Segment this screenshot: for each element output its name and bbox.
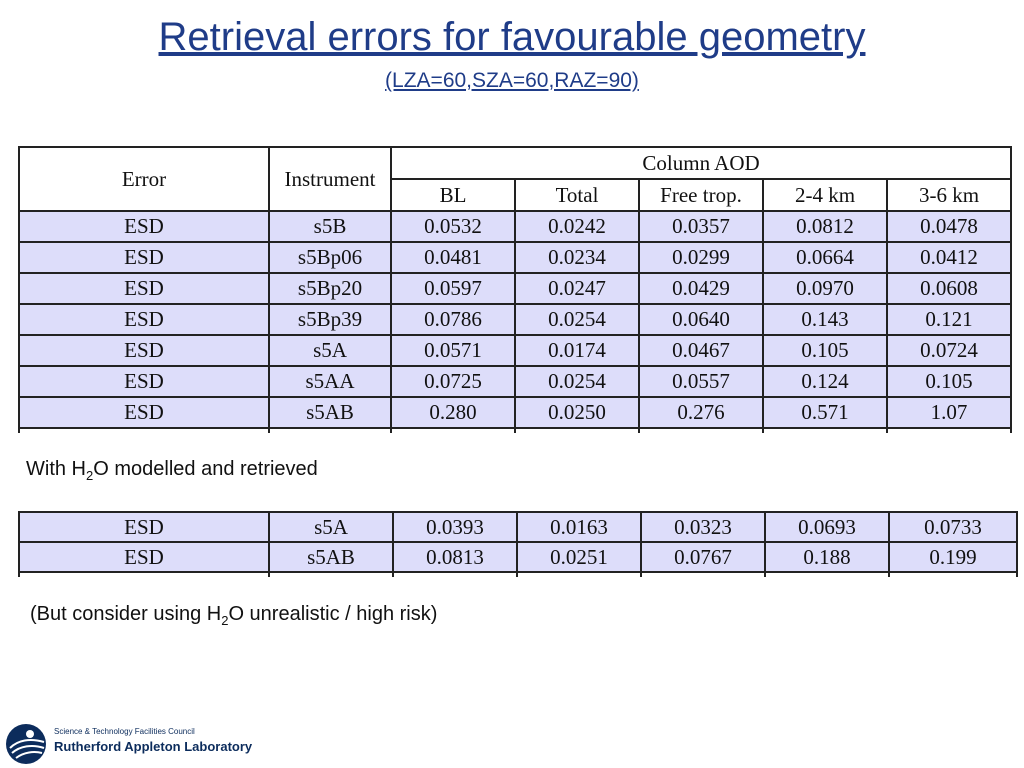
spacer-cell: [517, 572, 641, 577]
caption-text: (But consider using H: [30, 603, 222, 625]
logo-lab-text: Rutherford Appleton Laboratory: [54, 739, 253, 754]
caption-text: With H: [26, 458, 86, 480]
cell-bl: 0.0597: [391, 273, 515, 304]
table-body: [19, 512, 1017, 577]
cell-error: ESD: [19, 512, 269, 542]
cell-3-6-km: 0.105: [887, 366, 1011, 397]
cell-free-trop: 0.0299: [639, 242, 763, 273]
risk-caption: [30, 603, 437, 628]
cell-3-6-km: 0.0608: [887, 273, 1011, 304]
cell-total: 0.0234: [515, 242, 639, 273]
spacer-cell: [269, 428, 391, 433]
spacer-cell: [393, 572, 517, 577]
cell-error: ESD: [19, 335, 269, 366]
table-row: [19, 211, 1011, 242]
cell-error: ESD: [19, 273, 269, 304]
cell-instrument: s5B: [269, 211, 391, 242]
caption-subscript: 2: [221, 613, 229, 628]
cell-2-4-km: 0.0693: [765, 512, 889, 542]
cell-total: 0.0254: [515, 366, 639, 397]
cell-instrument: s5Bp39: [269, 304, 391, 335]
cell-total: 0.0251: [517, 542, 641, 572]
cell-instrument: s5A: [269, 335, 391, 366]
cell-total: 0.0163: [517, 512, 641, 542]
header-total: Total: [515, 179, 639, 211]
spacer-cell: [889, 572, 1017, 577]
caption-text: O unrealistic / high risk): [228, 603, 438, 625]
cell-free-trop: 0.0323: [641, 512, 765, 542]
table-body: [19, 211, 1011, 433]
page-title: Retrieval errors for favourable geometry: [158, 15, 866, 59]
cell-free-trop: 0.0557: [639, 366, 763, 397]
spacer-cell: [19, 572, 269, 577]
cell-total: 0.0242: [515, 211, 639, 242]
cell-total: 0.0254: [515, 304, 639, 335]
cell-instrument: s5AA: [269, 366, 391, 397]
spacer-cell: [19, 428, 269, 433]
cell-bl: 0.0393: [393, 512, 517, 542]
cell-2-4-km: 0.105: [763, 335, 887, 366]
cell-error: ESD: [19, 242, 269, 273]
cell-bl: 0.0571: [391, 335, 515, 366]
table-row: [19, 273, 1011, 304]
cell-bl: 0.0481: [391, 242, 515, 273]
spacer-cell: [641, 572, 765, 577]
spacer-cell: [763, 428, 887, 433]
spacer-cell: [391, 428, 515, 433]
cell-3-6-km: 0.121: [887, 304, 1011, 335]
cell-2-4-km: 0.0664: [763, 242, 887, 273]
h2o-caption: [26, 458, 318, 483]
cell-error: ESD: [19, 211, 269, 242]
spacer-cell: [269, 572, 393, 577]
stfc-logo-icon: [4, 722, 48, 766]
header-2-4-km: 2-4 km: [763, 179, 887, 211]
cell-error: ESD: [19, 366, 269, 397]
cell-instrument: s5Bp20: [269, 273, 391, 304]
cell-2-4-km: 0.143: [763, 304, 887, 335]
cell-instrument: s5AB: [269, 542, 393, 572]
table-row: [19, 542, 1017, 572]
table-spacer-row: [19, 428, 1011, 433]
header-column-aod: Column AOD: [391, 147, 1011, 179]
table-row: [19, 512, 1017, 542]
cell-bl: 0.0532: [391, 211, 515, 242]
header-error: Error: [19, 147, 269, 211]
cell-3-6-km: 0.0724: [887, 335, 1011, 366]
spacer-cell: [765, 572, 889, 577]
cell-free-trop: 0.0640: [639, 304, 763, 335]
cell-2-4-km: 0.571: [763, 397, 887, 428]
cell-3-6-km: 1.07: [887, 397, 1011, 428]
spacer-cell: [515, 428, 639, 433]
cell-free-trop: 0.0467: [639, 335, 763, 366]
cell-2-4-km: 0.188: [765, 542, 889, 572]
table-row: [19, 242, 1011, 273]
table-row: [19, 304, 1011, 335]
cell-bl: 0.280: [391, 397, 515, 428]
cell-2-4-km: 0.124: [763, 366, 887, 397]
h2o-error-table: [18, 511, 1018, 577]
cell-2-4-km: 0.0970: [763, 273, 887, 304]
cell-error: ESD: [19, 542, 269, 572]
cell-3-6-km: 0.0478: [887, 211, 1011, 242]
cell-bl: 0.0725: [391, 366, 515, 397]
cell-2-4-km: 0.0812: [763, 211, 887, 242]
cell-free-trop: 0.0429: [639, 273, 763, 304]
table-row: [19, 397, 1011, 428]
cell-instrument: s5A: [269, 512, 393, 542]
cell-total: 0.0250: [515, 397, 639, 428]
header-instrument: Instrument: [269, 147, 391, 211]
table-header: [19, 147, 1011, 211]
cell-free-trop: 0.0767: [641, 542, 765, 572]
cell-total: 0.0174: [515, 335, 639, 366]
cell-free-trop: 0.0357: [639, 211, 763, 242]
logo-council-text: Science & Technology Facilities Council: [54, 727, 195, 736]
header-free-trop: Free trop.: [639, 179, 763, 211]
cell-free-trop: 0.276: [639, 397, 763, 428]
aod-error-table: [18, 146, 1012, 433]
cell-3-6-km: 0.0412: [887, 242, 1011, 273]
cell-instrument: s5Bp06: [269, 242, 391, 273]
cell-3-6-km: 0.0733: [889, 512, 1017, 542]
cell-3-6-km: 0.199: [889, 542, 1017, 572]
table-row: [19, 335, 1011, 366]
cell-error: ESD: [19, 397, 269, 428]
page-subtitle: (LZA=60,SZA=60,RAZ=90): [385, 69, 639, 92]
cell-instrument: s5AB: [269, 397, 391, 428]
spacer-cell: [887, 428, 1011, 433]
header-3-6-km: 3-6 km: [887, 179, 1011, 211]
cell-bl: 0.0813: [393, 542, 517, 572]
spacer-cell: [639, 428, 763, 433]
table-spacer-row: [19, 572, 1017, 577]
header-bl: BL: [391, 179, 515, 211]
cell-error: ESD: [19, 304, 269, 335]
stfc-logo: [4, 722, 254, 766]
caption-text: O modelled and retrieved: [93, 458, 318, 480]
caption-subscript: 2: [86, 468, 94, 483]
cell-total: 0.0247: [515, 273, 639, 304]
table-row: [19, 366, 1011, 397]
cell-bl: 0.0786: [391, 304, 515, 335]
